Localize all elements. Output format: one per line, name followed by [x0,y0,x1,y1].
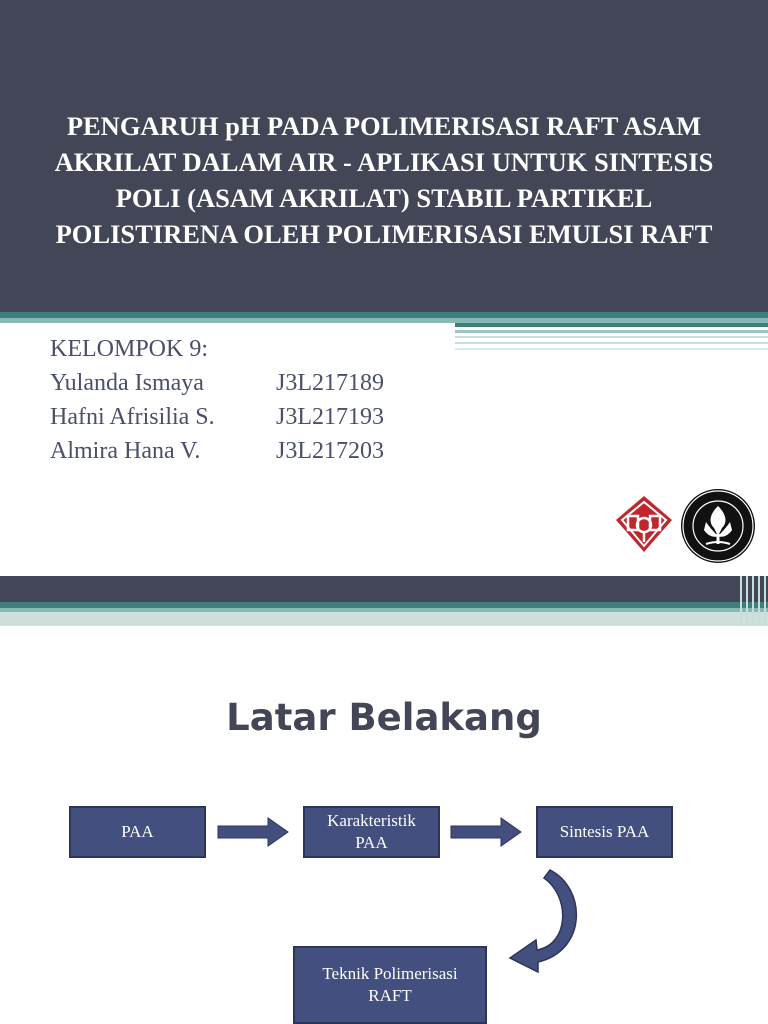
right-arrow-icon [449,816,523,848]
right-arrow-icon [216,816,290,848]
member-name: Almira Hana V. [50,438,201,464]
member-name: Yulanda Ismaya [50,370,204,396]
member-id: J3L217193 [276,404,384,430]
member-id: J3L217203 [276,438,384,464]
ipb-seal-logo [680,488,756,564]
member-name: Hafni Afrisilia S. [50,404,215,430]
box-label-line2: RAFT [368,986,412,1005]
section-title: Latar Belakang [226,696,542,739]
curved-arrow-icon [504,866,594,986]
box-label: PAA [121,822,154,841]
teknik-box [293,946,487,1024]
red-university-logo [612,492,676,556]
member-id: J3L217189 [276,370,384,396]
box-label-line1: Teknik Polimerisasi [322,964,458,983]
group-label: KELOMPOK 9: [50,336,209,362]
box-label: Sintesis PAA [559,822,650,841]
box-label-line1: Karakteristik [327,811,416,830]
paa-box [69,806,206,858]
box-label-line2: PAA [355,833,388,852]
content-slide [0,576,768,1024]
karakteristik-box [303,806,440,858]
sintesis-box [536,806,673,858]
slide-title: PENGARUH pH PADA POLIMERISASI RAFT ASAM AKRILAT DALAM AIR - APLIKASI UNTUK SINTESIS POLI (ASAM AKRILAT) STABIL PARTIKEL POLISTIRENA OLEH POLIMERISASI EMULSI RAFT [54,111,714,249]
